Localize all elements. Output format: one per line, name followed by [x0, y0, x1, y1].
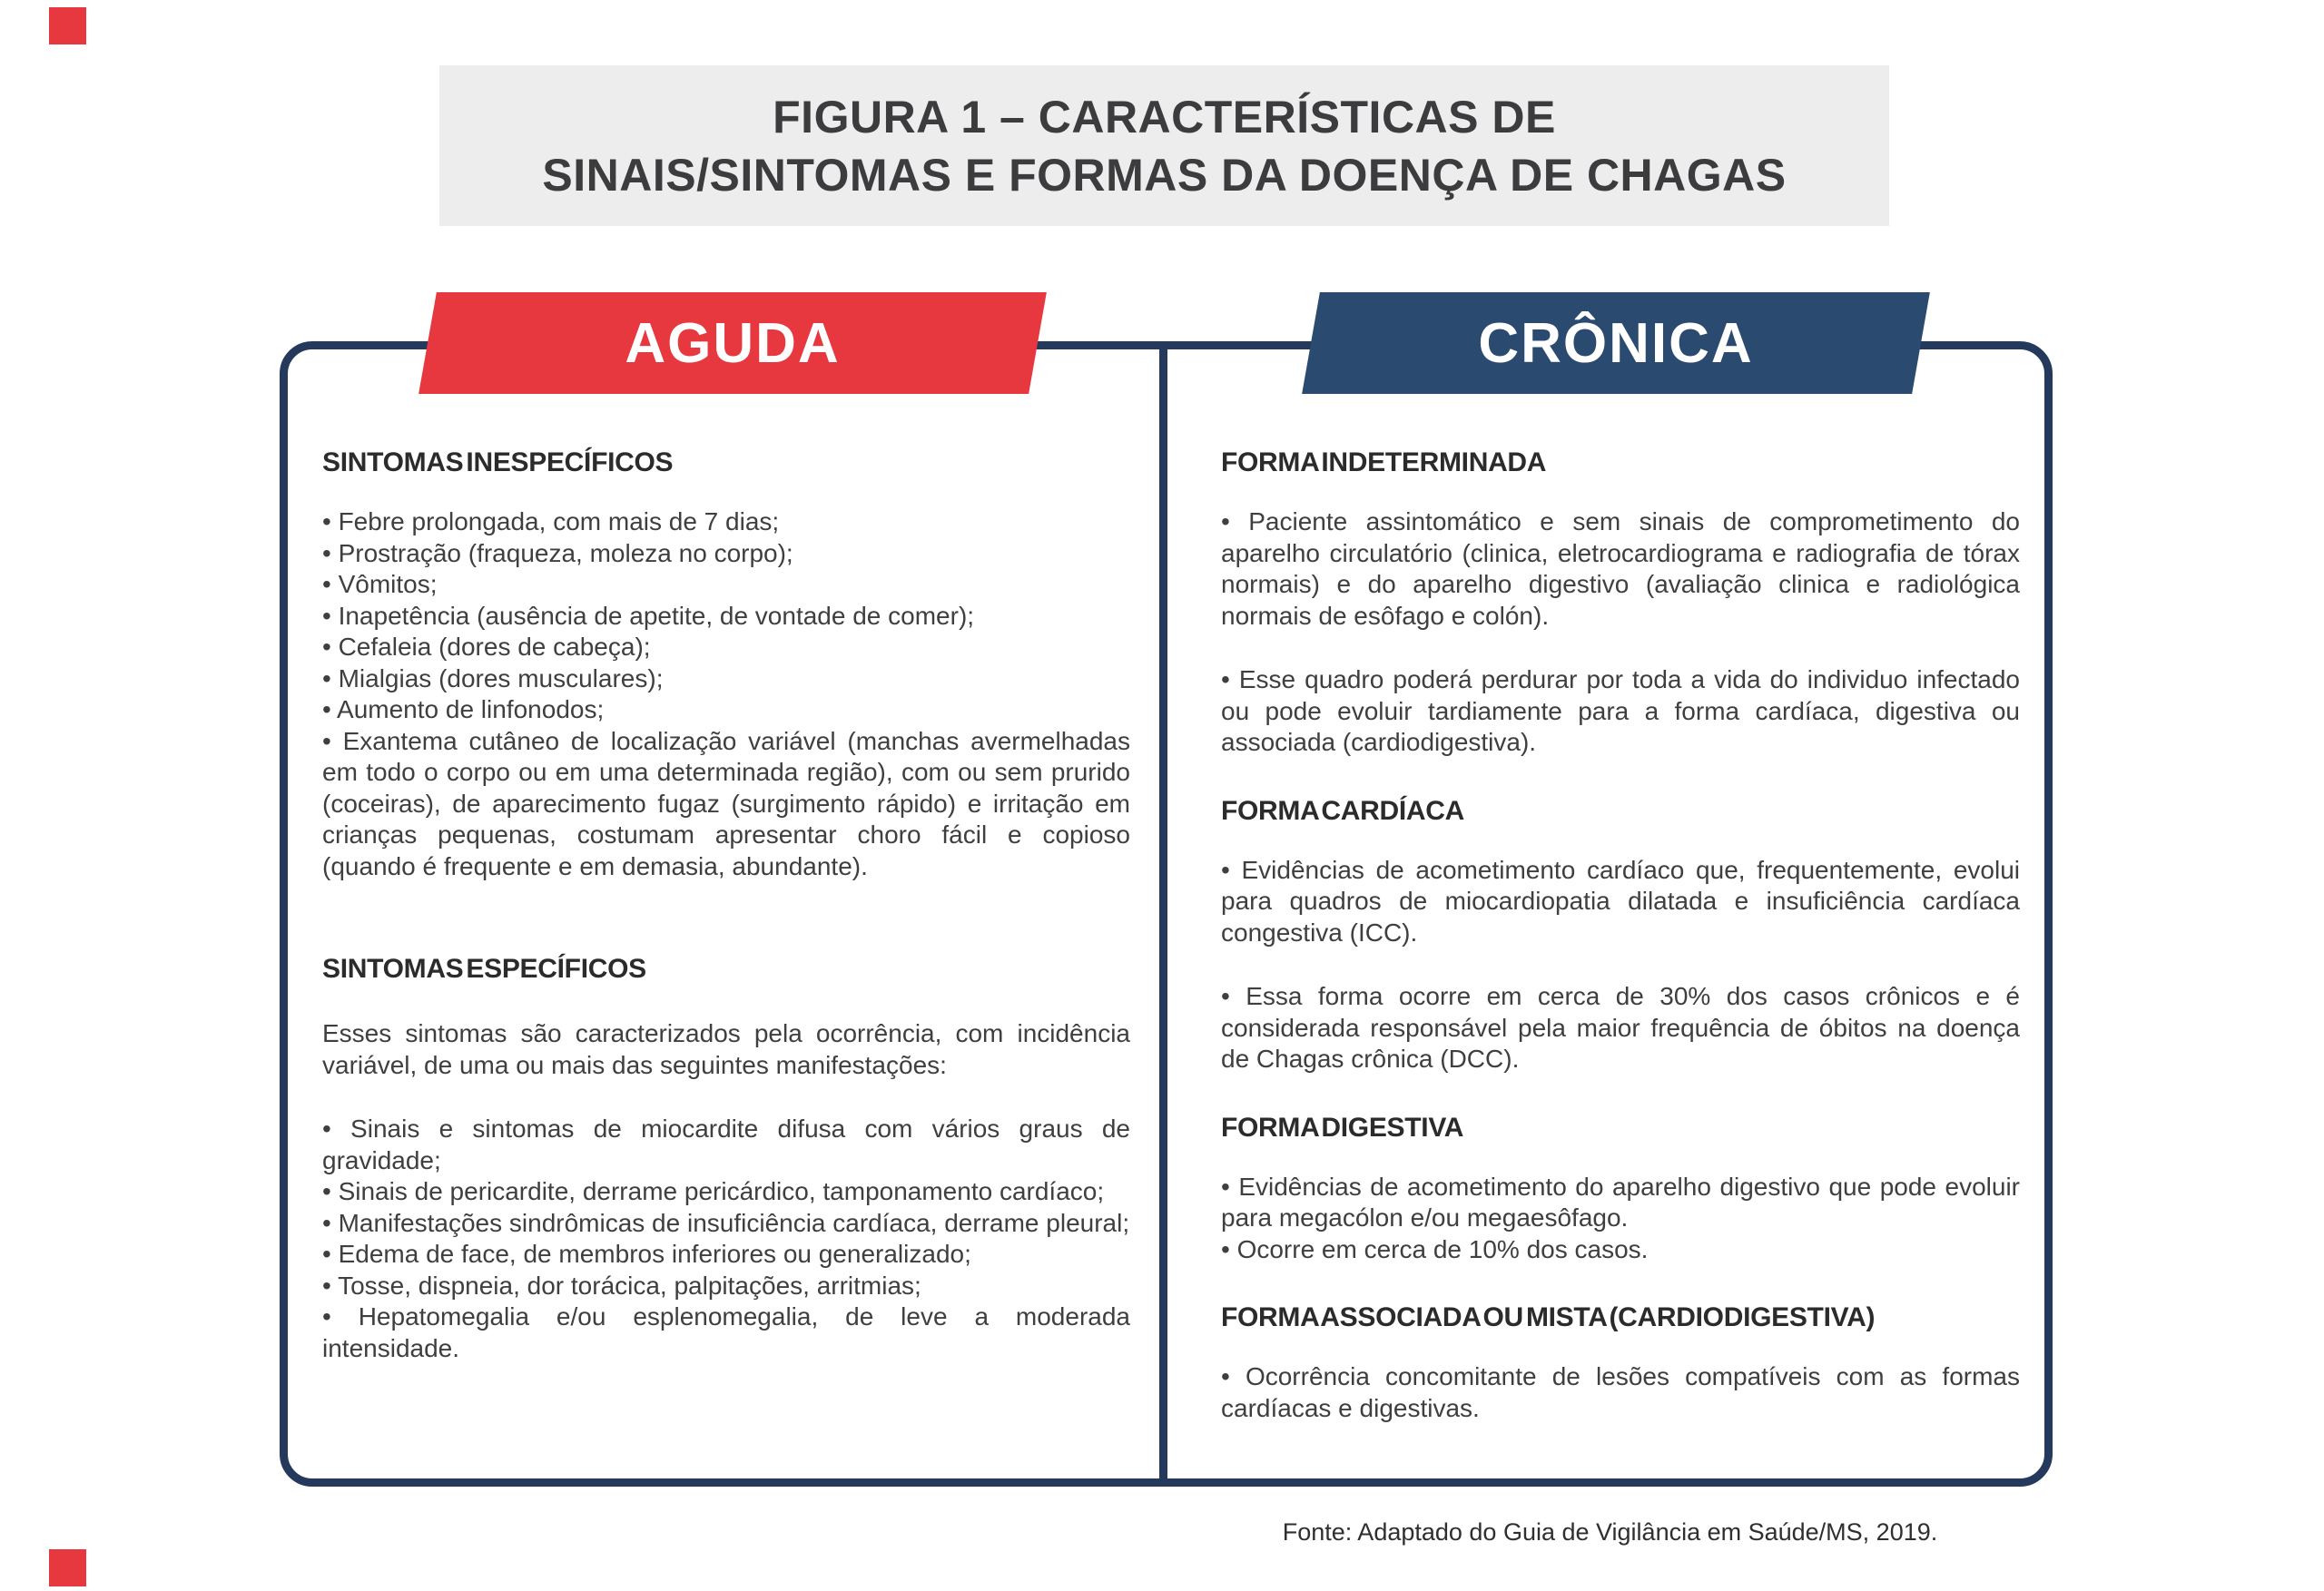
forma-associada-list: [1221, 1361, 2020, 1424]
section-heading-forma-associada: FORMA ASSOCIADA OU MISTA (CARDIODIGESTIVA): [1221, 1302, 1876, 1332]
list-item: • Manifestações sindrômicas de insuficiência cardíaca, derrame pleural;: [322, 1208, 1130, 1237]
list-item: • Evidências de acometimento do aparelho digestivo que pode evoluir para megacólon e/ou megaesôfago.: [1221, 1172, 2020, 1232]
list-item: • Ocorrência concomitante de lesões compatíveis com as formas cardíacas e digestivas.: [1221, 1362, 2020, 1422]
cronica-header-banner: [1311, 292, 1921, 394]
list-item: • Febre prolongada, com mais de 7 dias;: [322, 507, 780, 535]
list-item: • Inapetência (ausência de apetite, de vontade de comer);: [322, 601, 975, 630]
source-note: Fonte: Adaptado do Guia de Vigilância em Saúde/MS, 2019.: [1282, 1518, 1938, 1546]
list-item: • Vômitos;: [322, 570, 438, 598]
figure-title-banner: [439, 65, 1889, 226]
section-heading-forma-cardiaca: FORMA CARDÍACA: [1221, 795, 1464, 826]
list-item: • Prostração (fraqueza, moleza no corpo);: [322, 538, 793, 567]
list-item: • Tosse, dispneia, dor torácica, palpitações, arritmias;: [322, 1271, 921, 1300]
sintomas-especificos-list: [322, 1114, 1130, 1364]
forma-cardiaca-list: [1221, 855, 2020, 1075]
list-item: • Aumento de linfonodos;: [322, 695, 605, 723]
red-accent-square-bottom: [49, 1549, 86, 1586]
section-heading-forma-indeterminada: FORMA INDETERMINADA: [1221, 447, 1547, 477]
figure-title-line-2: SINAIS/SINTOMAS E FORMAS DA DOENÇA DE CHAGAS: [542, 149, 1787, 201]
sintomas-especificos-intro: Esses sintomas são caracterizados pela ocorrência, com incidência variável, de uma ou mais das seguintes manifestações:: [322, 1019, 1130, 1079]
red-accent-square-top: [49, 7, 86, 44]
section-heading-forma-digestiva: FORMA DIGESTIVA: [1221, 1112, 1464, 1143]
column-divider: [1159, 345, 1167, 1483]
list-item: • Evidências de acometimento cardíaco que, frequentemente, evolui para quadros de miocardiopatia dilatada e insuficiência cardíaca congestiva (ICC).: [1221, 855, 2020, 947]
aguda-column: [322, 447, 1130, 1364]
aguda-header-label: AGUDA: [625, 311, 841, 375]
list-item: • Sinais e sintomas de miocardite difusa com vários graus de gravidade;: [322, 1115, 1130, 1174]
aguda-header-banner: [428, 292, 1038, 394]
list-item: • Edema de face, de membros inferiores ou generalizado;: [322, 1240, 971, 1268]
list-item: • Ocorre em cerca de 10% dos casos.: [1221, 1234, 1649, 1263]
sintomas-inespecificos-list: [322, 506, 1130, 882]
list-item: • Cefaleia (dores de cabeça);: [322, 633, 651, 661]
list-item: • Sinais de pericardite, derrame pericárdico, tamponamento cardíaco;: [322, 1177, 1105, 1205]
figure-title-line-1: FIGURA 1 – CARACTERÍSTICAS DE: [773, 91, 1556, 142]
section-heading-sintomas-inespecificos: SINTOMAS INESPECÍFICOS: [322, 447, 674, 477]
section-heading-sintomas-especificos: SINTOMAS ESPECÍFICOS: [322, 954, 646, 984]
forma-digestiva-list: [1221, 1172, 2020, 1266]
list-item: • Paciente assintomático e sem sinais de comprometimento do aparelho circulatório (clinica, eletrocardiograma e radiografia de tórax normais) e do aparelho digestivo (avaliação clinica e radiológica normais de esôfago e colón).: [1221, 507, 2020, 630]
cronica-header-label: CRÔNICA: [1478, 311, 1754, 375]
cronica-column: [1221, 447, 2020, 1424]
list-item: • Exantema cutâneo de localização variável (manchas avermelhadas em todo o corpo ou em uma determinada região), com ou sem prurido (coceiras), de aparecimento fugaz (surgimento rápido) e irritação em crianças pequenas, costumam apresentar choro fácil e copioso (quando é frequente e em demasia, abundante).: [322, 726, 1130, 880]
list-item: • Mialgias (dores musculares);: [322, 663, 664, 692]
list-item: • Esse quadro poderá perdurar por toda a vida do individuo infectado ou pode evoluir tardiamente para a forma cardíaca, digestiva ou associada (cardiodigestiva).: [1221, 665, 2020, 756]
list-item: • Essa forma ocorre em cerca de 30% dos casos crônicos e é considerada responsável pela maior frequência de óbitos na doença de Chagas crônica (DCC).: [1221, 982, 2020, 1073]
list-item: • Hepatomegalia e/ou esplenomegalia, de leve a moderada intensidade.: [322, 1302, 1130, 1362]
forma-indeterminada-list: [1221, 506, 2020, 759]
